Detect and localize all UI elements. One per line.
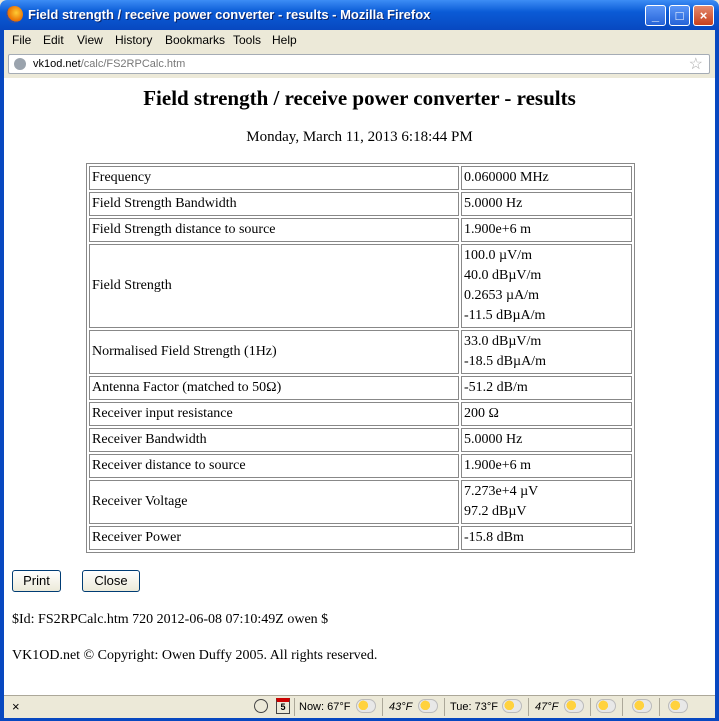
calendar-icon[interactable]: 5 bbox=[276, 698, 290, 714]
close-statusbar-icon[interactable]: × bbox=[12, 699, 20, 714]
table-row bbox=[89, 454, 632, 478]
copyright-text: VK1OD.net © Copyright: Owen Duffy 2005. All rights reserved. bbox=[12, 648, 378, 663]
row-values bbox=[461, 192, 632, 216]
cloudy-icon bbox=[564, 699, 584, 713]
row-value: 40.0 dBµV/m bbox=[464, 268, 542, 283]
partly-sunny-icon bbox=[502, 699, 522, 713]
result-date: Monday, March 11, 2013 6:18:44 PM bbox=[246, 129, 473, 145]
partly-sunny-icon bbox=[356, 699, 376, 713]
title-bar[interactable] bbox=[0, 0, 719, 30]
partly-sunny-icon bbox=[668, 699, 688, 713]
menu-file[interactable]: File bbox=[12, 33, 32, 47]
row-value: 97.2 dBµV bbox=[464, 504, 527, 519]
menu-edit[interactable]: Edit bbox=[43, 33, 64, 47]
row-value: -11.5 dBµA/m bbox=[464, 308, 546, 323]
row-values bbox=[461, 402, 632, 426]
table-row bbox=[89, 218, 632, 242]
row-value: 0.060000 MHz bbox=[464, 170, 549, 185]
row-value: 1.900e+6 m bbox=[464, 458, 531, 473]
row-values bbox=[461, 526, 632, 550]
page-content bbox=[4, 78, 715, 695]
row-label: Field Strength distance to source bbox=[89, 218, 459, 242]
clock-icon[interactable] bbox=[254, 699, 268, 713]
cloudy-icon bbox=[418, 699, 438, 713]
menu-history[interactable]: History bbox=[115, 33, 153, 47]
row-values bbox=[461, 330, 632, 374]
weather-tuesday[interactable]: Tue: 73°F bbox=[450, 701, 499, 713]
weather-temp-1[interactable]: 43°F bbox=[389, 701, 413, 713]
table-row bbox=[89, 526, 632, 550]
table-row bbox=[89, 192, 632, 216]
row-label: Field Strength bbox=[89, 244, 459, 328]
row-label: Field Strength Bandwidth bbox=[89, 192, 459, 216]
table-row bbox=[89, 244, 632, 328]
navigation-bar bbox=[4, 51, 715, 78]
status-bar bbox=[4, 695, 715, 718]
table-row bbox=[89, 330, 632, 374]
url-field[interactable] bbox=[8, 54, 710, 74]
row-values bbox=[461, 376, 632, 400]
url-domain: vk1od.net bbox=[33, 58, 81, 70]
table-row bbox=[89, 376, 632, 400]
table-row bbox=[89, 480, 632, 524]
row-value: 7.273e+4 µV bbox=[464, 484, 539, 499]
row-value: -18.5 dBµA/m bbox=[464, 354, 546, 369]
table-row bbox=[89, 428, 632, 452]
weather-temp-2[interactable]: 47°F bbox=[535, 701, 559, 713]
maximize-button[interactable]: □ bbox=[669, 5, 690, 26]
results-table bbox=[86, 163, 635, 553]
row-values bbox=[461, 244, 632, 328]
print-button[interactable]: Print bbox=[12, 570, 61, 592]
row-label: Antenna Factor (matched to 50Ω) bbox=[89, 376, 459, 400]
id-line: $Id: FS2RPCalc.htm 720 2012-06-08 07:10:49Z owen $ bbox=[12, 612, 329, 627]
row-value: 0.2653 µA/m bbox=[464, 288, 539, 303]
table-row bbox=[89, 402, 632, 426]
menu-tools[interactable]: Tools bbox=[233, 33, 262, 47]
row-value: 200 Ω bbox=[464, 406, 499, 421]
partly-sunny-icon bbox=[596, 699, 616, 713]
minimize-button[interactable]: _ bbox=[645, 5, 666, 26]
row-label: Receiver Power bbox=[89, 526, 459, 550]
bookmark-star-icon[interactable]: ☆ bbox=[688, 56, 703, 73]
row-values bbox=[461, 428, 632, 452]
menu-bar bbox=[4, 30, 715, 51]
row-value: -15.8 dBm bbox=[464, 530, 524, 545]
row-values bbox=[461, 454, 632, 478]
menu-view[interactable]: View bbox=[77, 33, 103, 47]
row-label: Frequency bbox=[89, 166, 459, 190]
row-value: 5.0000 Hz bbox=[464, 196, 523, 211]
close-window-button[interactable]: × bbox=[693, 5, 714, 26]
table-row bbox=[89, 166, 632, 190]
weather-now[interactable]: Now: 67°F bbox=[299, 701, 351, 713]
row-label: Receiver distance to source bbox=[89, 454, 459, 478]
menu-bookmarks[interactable]: Bookmarks bbox=[165, 33, 226, 47]
firefox-icon bbox=[6, 6, 23, 23]
row-value: 33.0 dBµV/m bbox=[464, 334, 542, 349]
row-values bbox=[461, 480, 632, 524]
row-value: 100.0 µV/m bbox=[464, 248, 532, 263]
row-value: 1.900e+6 m bbox=[464, 222, 531, 237]
window-title: Field strength / receive power converter - results - Mozilla Firefox bbox=[28, 7, 431, 22]
row-value: -51.2 dB/m bbox=[464, 380, 528, 395]
url-path: /calc/FS2RPCalc.htm bbox=[80, 58, 186, 70]
row-value: 5.0000 Hz bbox=[464, 432, 523, 447]
site-identity-icon[interactable] bbox=[14, 58, 26, 70]
row-values bbox=[461, 218, 632, 242]
row-label: Receiver Voltage bbox=[89, 480, 459, 524]
row-label: Receiver input resistance bbox=[89, 402, 459, 426]
row-values bbox=[461, 166, 632, 190]
page-title: Field strength / receive power converter - results bbox=[143, 86, 576, 110]
row-label: Receiver Bandwidth bbox=[89, 428, 459, 452]
cloudy-icon bbox=[632, 699, 652, 713]
menu-help[interactable]: Help bbox=[272, 33, 297, 47]
close-button[interactable]: Close bbox=[82, 570, 140, 592]
row-label: Normalised Field Strength (1Hz) bbox=[89, 330, 459, 374]
